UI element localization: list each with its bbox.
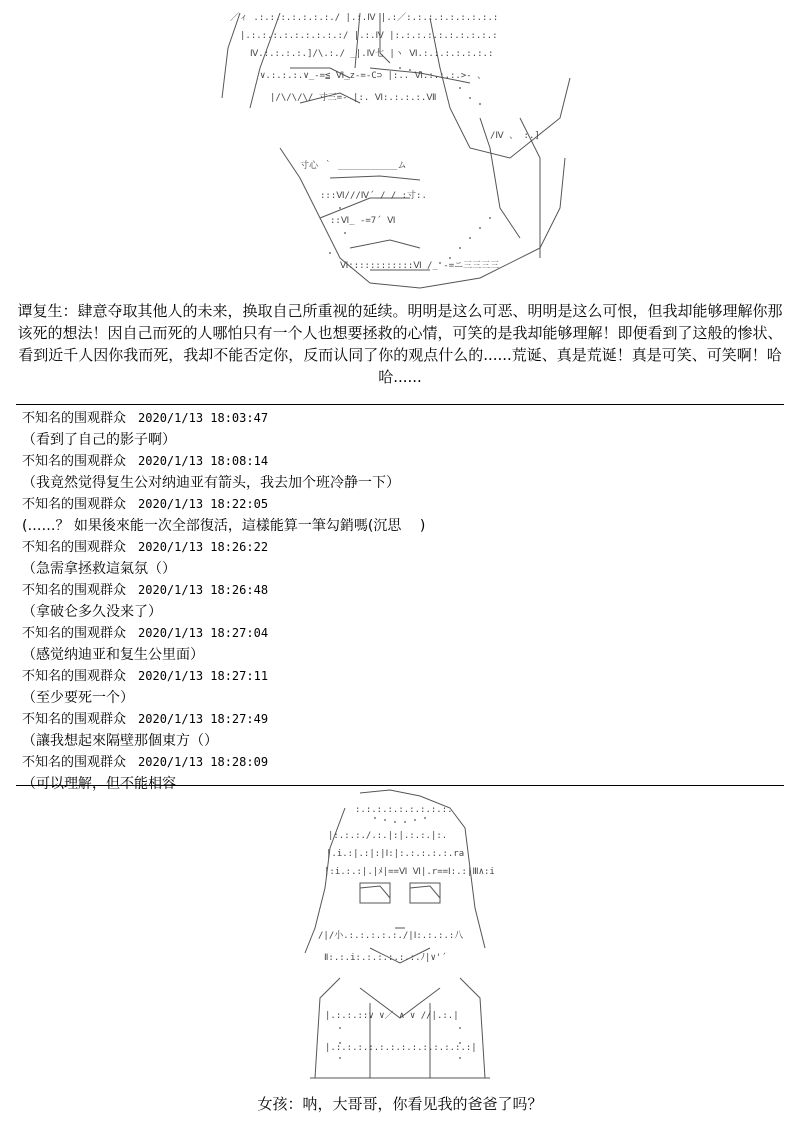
comment-user: 不知名的围观群众: [22, 712, 127, 727]
comment-item: [22, 666, 782, 709]
comment-text: （可以理解，但不能相容: [22, 776, 176, 792]
comment-user: 不知名的围观群众: [22, 540, 127, 555]
comment-item: [22, 451, 782, 494]
comment-time: 2020/1/13 18:22:05: [138, 497, 269, 511]
comment-text: (……？ 如果後來能一次全部復活，這樣能算一筆勾銷嗎(沉思 ): [22, 518, 426, 534]
comment-time: 2020/1/13 18:08:14: [138, 454, 269, 468]
divider-top: [16, 404, 784, 405]
svg-text:|/\/\/\/ 寸三=- |:. Ⅵ:.:.:.:.Ⅶ: |/\/\/\/ 寸三=- |:. Ⅵ:.:.:.:.Ⅶ: [270, 93, 437, 103]
svg-text:∨.:.:.:.∨_-=≦ Ⅵ_z-=-C⊃ |:.. Ⅵ.: ∨.:.:.:.∨_-=≦ Ⅵ_z-=-C⊃ |:.. Ⅵ.:.:.:.>- 、: [260, 71, 487, 81]
comment-time: 2020/1/13 18:27:11: [138, 669, 269, 683]
svg-text:Ⅳ.:.:.:.:.]/\.:./ _|.Ⅳ七 |ヽ Ⅵ.:: Ⅳ.:.:.:.:.]/\.:./ _|.Ⅳ七 |ヽ Ⅵ.:.:.:.:.:.:.:: [250, 49, 494, 59]
comment-item: [22, 408, 782, 451]
comment-user: 不知名的围观群众: [22, 626, 127, 641]
comment-text: （讓我想起來隔壁那個東方（）: [22, 733, 218, 749]
comment-item: [22, 709, 782, 752]
svg-text:/Ⅳ 、 :.]: /Ⅳ 、 :.]: [490, 131, 540, 141]
svg-text::.:.:.:.:.:.:.:.:.: :.:.:.:.:.:.:.:.:.: [355, 805, 453, 815]
comment-user: 不知名的围观群众: [22, 497, 127, 512]
comment-text: （拿破仑多久没来了）: [22, 604, 162, 620]
comment-text: （看到了自己的影子啊）: [22, 432, 176, 448]
svg-text:寸心 ｀ ___________ム: 寸心 ｀ ___________ム: [300, 161, 407, 171]
comment-time: 2020/1/13 18:28:09: [138, 755, 269, 769]
bottom-caption: 女孩：呐，大哥哥，你看见我的爸爸了吗？: [257, 1095, 543, 1113]
comment-time: 2020/1/13 18:27:49: [138, 712, 269, 726]
svg-text:|.:.:.:.:.:.:.:.:.:.:.:.:.:|: |.:.:.:.:.:.:.:.:.:.:.:.:.:|: [325, 1043, 477, 1053]
ascii-art-girl-illustration: [300, 788, 500, 1088]
comment-user: 不知名的围观群众: [22, 454, 127, 469]
svg-text:Ⅵ::::::::::::Ⅵ /_ -=ニ三三三三: Ⅵ::::::::::::Ⅵ /_ -=ニ三三三三: [340, 261, 500, 271]
comment-text: （我竟然觉得复生公对纳迪亚有箭头，我去加个班冷静一下）: [22, 475, 400, 491]
comment-item: [22, 623, 782, 666]
svg-text:/|/小.:.:.:.:.:./|Ⅰ:.:.:.:八: /|/小.:.:.:.:.:./|Ⅰ:.:.:.:八: [318, 931, 464, 941]
svg-text::::Ⅵ///Ⅳ´ / / :寸:.: :::Ⅵ///Ⅳ´ / / :寸:.: [320, 191, 427, 201]
comment-time: 2020/1/13 18:26:22: [138, 540, 269, 554]
comment-item: [22, 537, 782, 580]
divider-bottom: [16, 785, 784, 786]
svg-text:|:i.:.:|.|ﾒ|==Ⅵ Ⅵ|.r==Ⅰ:.:|Ⅲ∧:: |:i.:.:|.|ﾒ|==Ⅵ Ⅵ|.r==Ⅰ:.:|Ⅲ∧:i: [324, 867, 495, 877]
comment-user: 不知名的围观群众: [22, 669, 127, 684]
svg-text:|.i.:|.:|:|Ⅰ:|:.:.:.:.:.ra: |.i.:|.:|:|Ⅰ:|:.:.:.:.:.ra: [326, 849, 465, 859]
ascii-art-man-illustration: [220, 8, 580, 293]
svg-text:::Ⅵ_ -=7´ Ⅵ: ::Ⅵ_ -=7´ Ⅵ: [330, 216, 396, 226]
comment-user: 不知名的围观群众: [22, 411, 127, 426]
svg-text:|.:.:.:.:.:.:.:.:.:/ |.:.Ⅳ |:.: |.:.:.:.:.:.:.:.:.:/ |.:.Ⅳ |:.:.:.:.:.:.:.:.:.:: [240, 31, 498, 41]
comment-time: 2020/1/13 18:26:48: [138, 583, 269, 597]
comment-time: 2020/1/13 18:27:04: [138, 626, 269, 640]
svg-text:|:.:.:./.:.|:|.:.:.|:.: |:.:.:./.:.|:|.:.:.|:.: [328, 831, 448, 841]
comment-list: [22, 408, 782, 795]
comment-item: [22, 580, 782, 623]
comment-item: [22, 494, 782, 537]
comment-text: （感觉纳迪亚和复生公里面）: [22, 647, 204, 663]
top-narration: 谭复生：肆意夺取其他人的未来，换取自己所重视的延续。明明是这么可恶、明明是这么可恨，但我却能够理解你那该死的想法！因自己而死的人哪怕只有一个人也想要拯救的心情，可笑的是我却能够理解！即便看到了这般的惨状、看到近千人因你我而死，我却不能否定你，反而认同了你的观点什么的......荒诞、真是荒诞！真是可笑、可笑啊！哈哈......: [17, 302, 783, 386]
svg-text:|.:.:.::∨ ∨／ ∧ ∨ //|.:.|: |.:.:.::∨ ∨／ ∧ ∨ //|.:.|: [325, 1011, 459, 1021]
comment-text: （至少要死一个）: [22, 690, 134, 706]
svg-text:／ィ .:.:.:.:.:.:.:./ |.:.Ⅳ |.:／: ／ィ .:.:.:.:.:.:.:./ |.:.Ⅳ |.:／:.:.:.:.:.:.:.:.:: [230, 13, 499, 23]
svg-text:Ⅱ:.:.i:.:.:.:.:.:.ﾉ|∨'´: Ⅱ:.:.i:.:.:.:.:.:.ﾉ|∨'´: [324, 953, 447, 963]
comment-user: 不知名的围观群众: [22, 755, 127, 770]
comment-text: （急需拿拯救這氣氛（）: [22, 561, 176, 577]
comment-time: 2020/1/13 18:03:47: [138, 411, 269, 425]
comment-user: 不知名的围观群众: [22, 583, 127, 598]
